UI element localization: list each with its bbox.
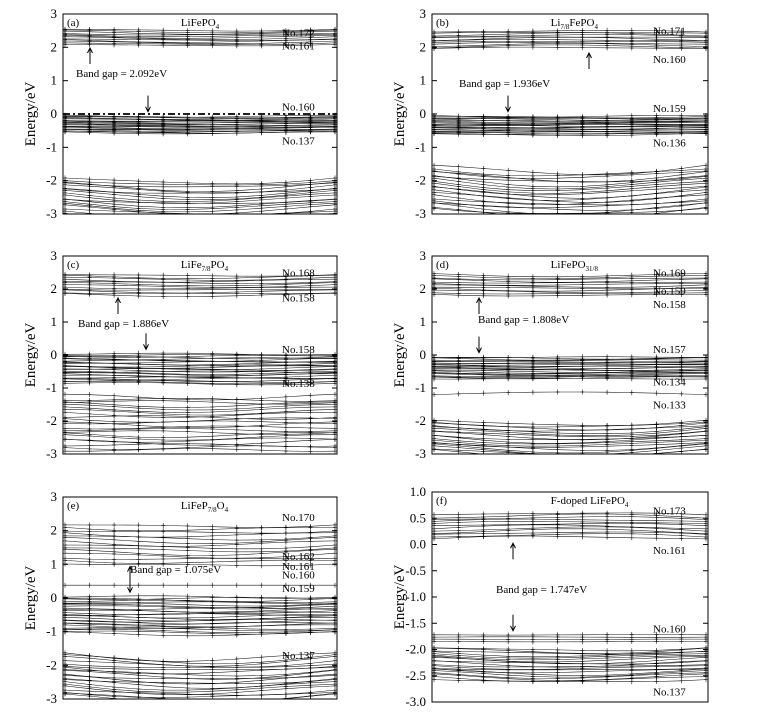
y-tick-label: 2 — [419, 39, 426, 55]
deep-valence-band-line — [434, 192, 706, 202]
band-lines — [63, 27, 337, 221]
y-axis-label: Energy/eV — [392, 81, 408, 147]
band-index-label: No.161 — [282, 40, 315, 53]
panel-c — [23, 248, 337, 461]
panel-label: (b) — [436, 17, 449, 29]
y-tick-label: -3 — [46, 446, 57, 461]
y-tick-label: -3 — [415, 206, 426, 221]
y-tick-label: 0 — [50, 106, 57, 121]
y-tick-label: -2 — [415, 172, 426, 188]
panel-d — [392, 248, 708, 461]
y-tick-label: 3 — [50, 248, 57, 263]
y-tick-label: 1 — [419, 72, 426, 88]
band-index-label: No.159 — [653, 103, 686, 115]
y-tick-label: 3 — [419, 6, 426, 21]
deep-valence-band-line — [65, 394, 335, 400]
band-index-label: No.136 — [653, 137, 686, 150]
y-tick-label: 1 — [50, 314, 57, 329]
deep-valence-band-line — [65, 402, 335, 408]
deep-valence-band-line — [65, 418, 335, 422]
band-gap-label: Band gap = 2.092eV — [76, 68, 168, 80]
y-tick-label: -2 — [46, 413, 57, 428]
y-tick-label: -3 — [46, 206, 57, 221]
conduction-band-line — [65, 289, 335, 290]
band-index-label: No.158 — [282, 292, 315, 305]
panel-b — [392, 6, 708, 221]
valence-band-line — [65, 132, 335, 134]
y-tick-label: -1 — [415, 139, 426, 155]
deep-valence-band-line — [65, 195, 335, 204]
band-index-label: No.138 — [282, 378, 315, 391]
deep-valence-band-line — [434, 208, 706, 213]
y-tick-label: -1 — [46, 380, 57, 395]
deep-valence-band-line — [65, 181, 335, 185]
band-index-label: No.171 — [653, 25, 686, 38]
conduction-band-line — [434, 42, 706, 43]
band-index-label: No.158 — [282, 344, 315, 357]
deep-valence-band-line — [65, 439, 335, 445]
y-tick-label: -1 — [46, 139, 57, 155]
band-gap-label: Band gap = 1.886eV — [78, 318, 170, 330]
band-index-label: No.172 — [282, 27, 315, 40]
band-index-label: No.137 — [282, 135, 315, 148]
y-tick-label: 2 — [50, 281, 57, 296]
band-index-label: No.160 — [653, 54, 686, 66]
y-tick-label: 3 — [50, 6, 57, 21]
y-axis-label: Energy/eV — [23, 322, 39, 388]
panel-label: (c) — [67, 259, 80, 271]
y-tick-label: 1 — [50, 72, 57, 88]
band-gap-label: Band gap = 1.936eV — [459, 78, 551, 90]
compound-title: $LiFe_{7/8}PO_4$ — [180, 259, 229, 273]
y-tick-label: 0 — [50, 347, 57, 362]
y-tick-label: 2 — [50, 39, 57, 55]
y-axis-label: Energy/eV — [23, 81, 39, 147]
deep-valence-band-line — [434, 183, 706, 193]
deep-valence-band-line — [65, 416, 335, 420]
band-index-label: No.160 — [282, 101, 315, 114]
panel-a — [23, 6, 337, 221]
y-tick-label: 0 — [419, 106, 426, 121]
band-index-label: No.168 — [282, 267, 315, 280]
compound-title: $Li_{7/8}FePO_4$ — [550, 17, 598, 31]
y-tick-label: -2 — [46, 172, 57, 188]
compound-title: LiFePO$_4$ — [180, 17, 220, 31]
panel-label: (a) — [67, 17, 80, 29]
